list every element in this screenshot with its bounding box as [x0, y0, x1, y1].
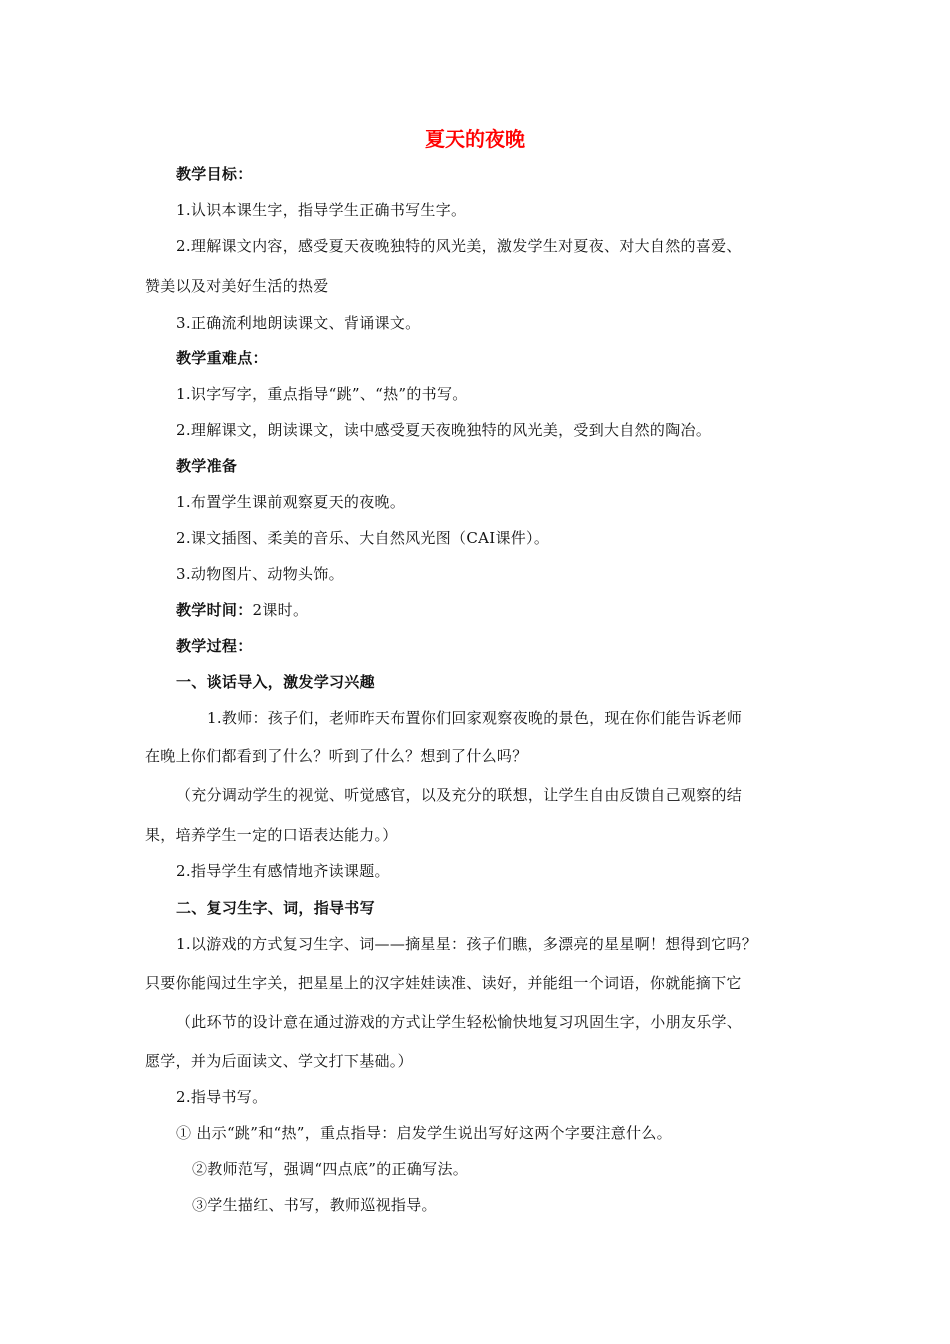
paragraph: 2.指导书写。 — [176, 1088, 268, 1106]
paragraph: 果，培养学生一定的口语表达能力。） — [145, 826, 398, 844]
paragraph: 愿学，并为后面读文、学文打下基础。） — [145, 1052, 413, 1070]
heading-key-points: 教学重难点： — [176, 349, 268, 367]
paragraph: 2.课文插图、柔美的音乐、大自然风光图（CAI课件）。 — [176, 529, 550, 547]
paragraph: 1.教师：孩子们，老师昨天布置你们回家观察夜晚的景色，现在你们能告诉老师 — [207, 709, 743, 727]
paragraph: 3.正确流利地朗读课文、背诵课文。 — [176, 314, 421, 332]
paragraph: ① 出示“跳”和“热”，重点指导：启发学生说出写好这两个字要注意什么。 — [176, 1124, 672, 1142]
teaching-time — [176, 600, 308, 620]
paragraph: （此环节的设计意在通过游戏的方式让学生轻松愉快地复习巩固生字，小朋友乐学、 — [176, 1013, 743, 1031]
paragraph: ②教师范写，强调“四点底”的正确写法。 — [192, 1160, 469, 1178]
paragraph: 3.动物图片、动物头饰。 — [176, 565, 344, 583]
document-title: 夏天的夜晚 — [425, 127, 525, 151]
paragraph: 2.理解课文内容，感受夏天夜晚独特的风光美，激发学生对夏夜、对大自然的喜爱、 — [176, 237, 742, 255]
paragraph: 在晚上你们都看到了什么？听到了什么？想到了什么吗？ — [145, 747, 528, 765]
teaching-time-label: 教学时间： — [176, 601, 253, 619]
heading-process: 教学过程： — [176, 637, 253, 655]
paragraph: 1.布置学生课前观察夏天的夜晚。 — [176, 493, 406, 511]
paragraph: 1.以游戏的方式复习生字、词——摘星星：孩子们瞧，多漂亮的星星啊！想得到它吗？ — [176, 935, 758, 953]
paragraph: 2.理解课文，朗读课文，读中感受夏天夜晚独特的风光美，受到大自然的陶冶。 — [176, 421, 712, 439]
heading-objectives: 教学目标： — [176, 165, 253, 183]
heading-preparation: 教学准备 — [176, 457, 238, 475]
teaching-time-value: 2课时。 — [252, 601, 309, 619]
paragraph: 赞美以及对美好生活的热爱 — [145, 277, 329, 295]
paragraph: 1.识字写字，重点指导“跳”、“热”的书写。 — [176, 385, 468, 403]
paragraph: ③学生描红、书写，教师巡视指导。 — [192, 1196, 437, 1214]
paragraph: 1.认识本课生字，指导学生正确书写生字。 — [176, 201, 467, 219]
paragraph: 只要你能闯过生字关，把星星上的汉字娃娃读准、读好，并能组一个词语，你就能摘下它 — [145, 974, 742, 992]
section-heading-1: 一、谈话导入，激发学习兴趣 — [176, 673, 375, 691]
paragraph: （充分调动学生的视觉、听觉感官，以及充分的联想，让学生自由反馈自己观察的结 — [176, 786, 743, 804]
paragraph: 2.指导学生有感情地齐读课题。 — [176, 862, 390, 880]
section-heading-2: 二、复习生字、词，指导书写 — [176, 899, 375, 917]
